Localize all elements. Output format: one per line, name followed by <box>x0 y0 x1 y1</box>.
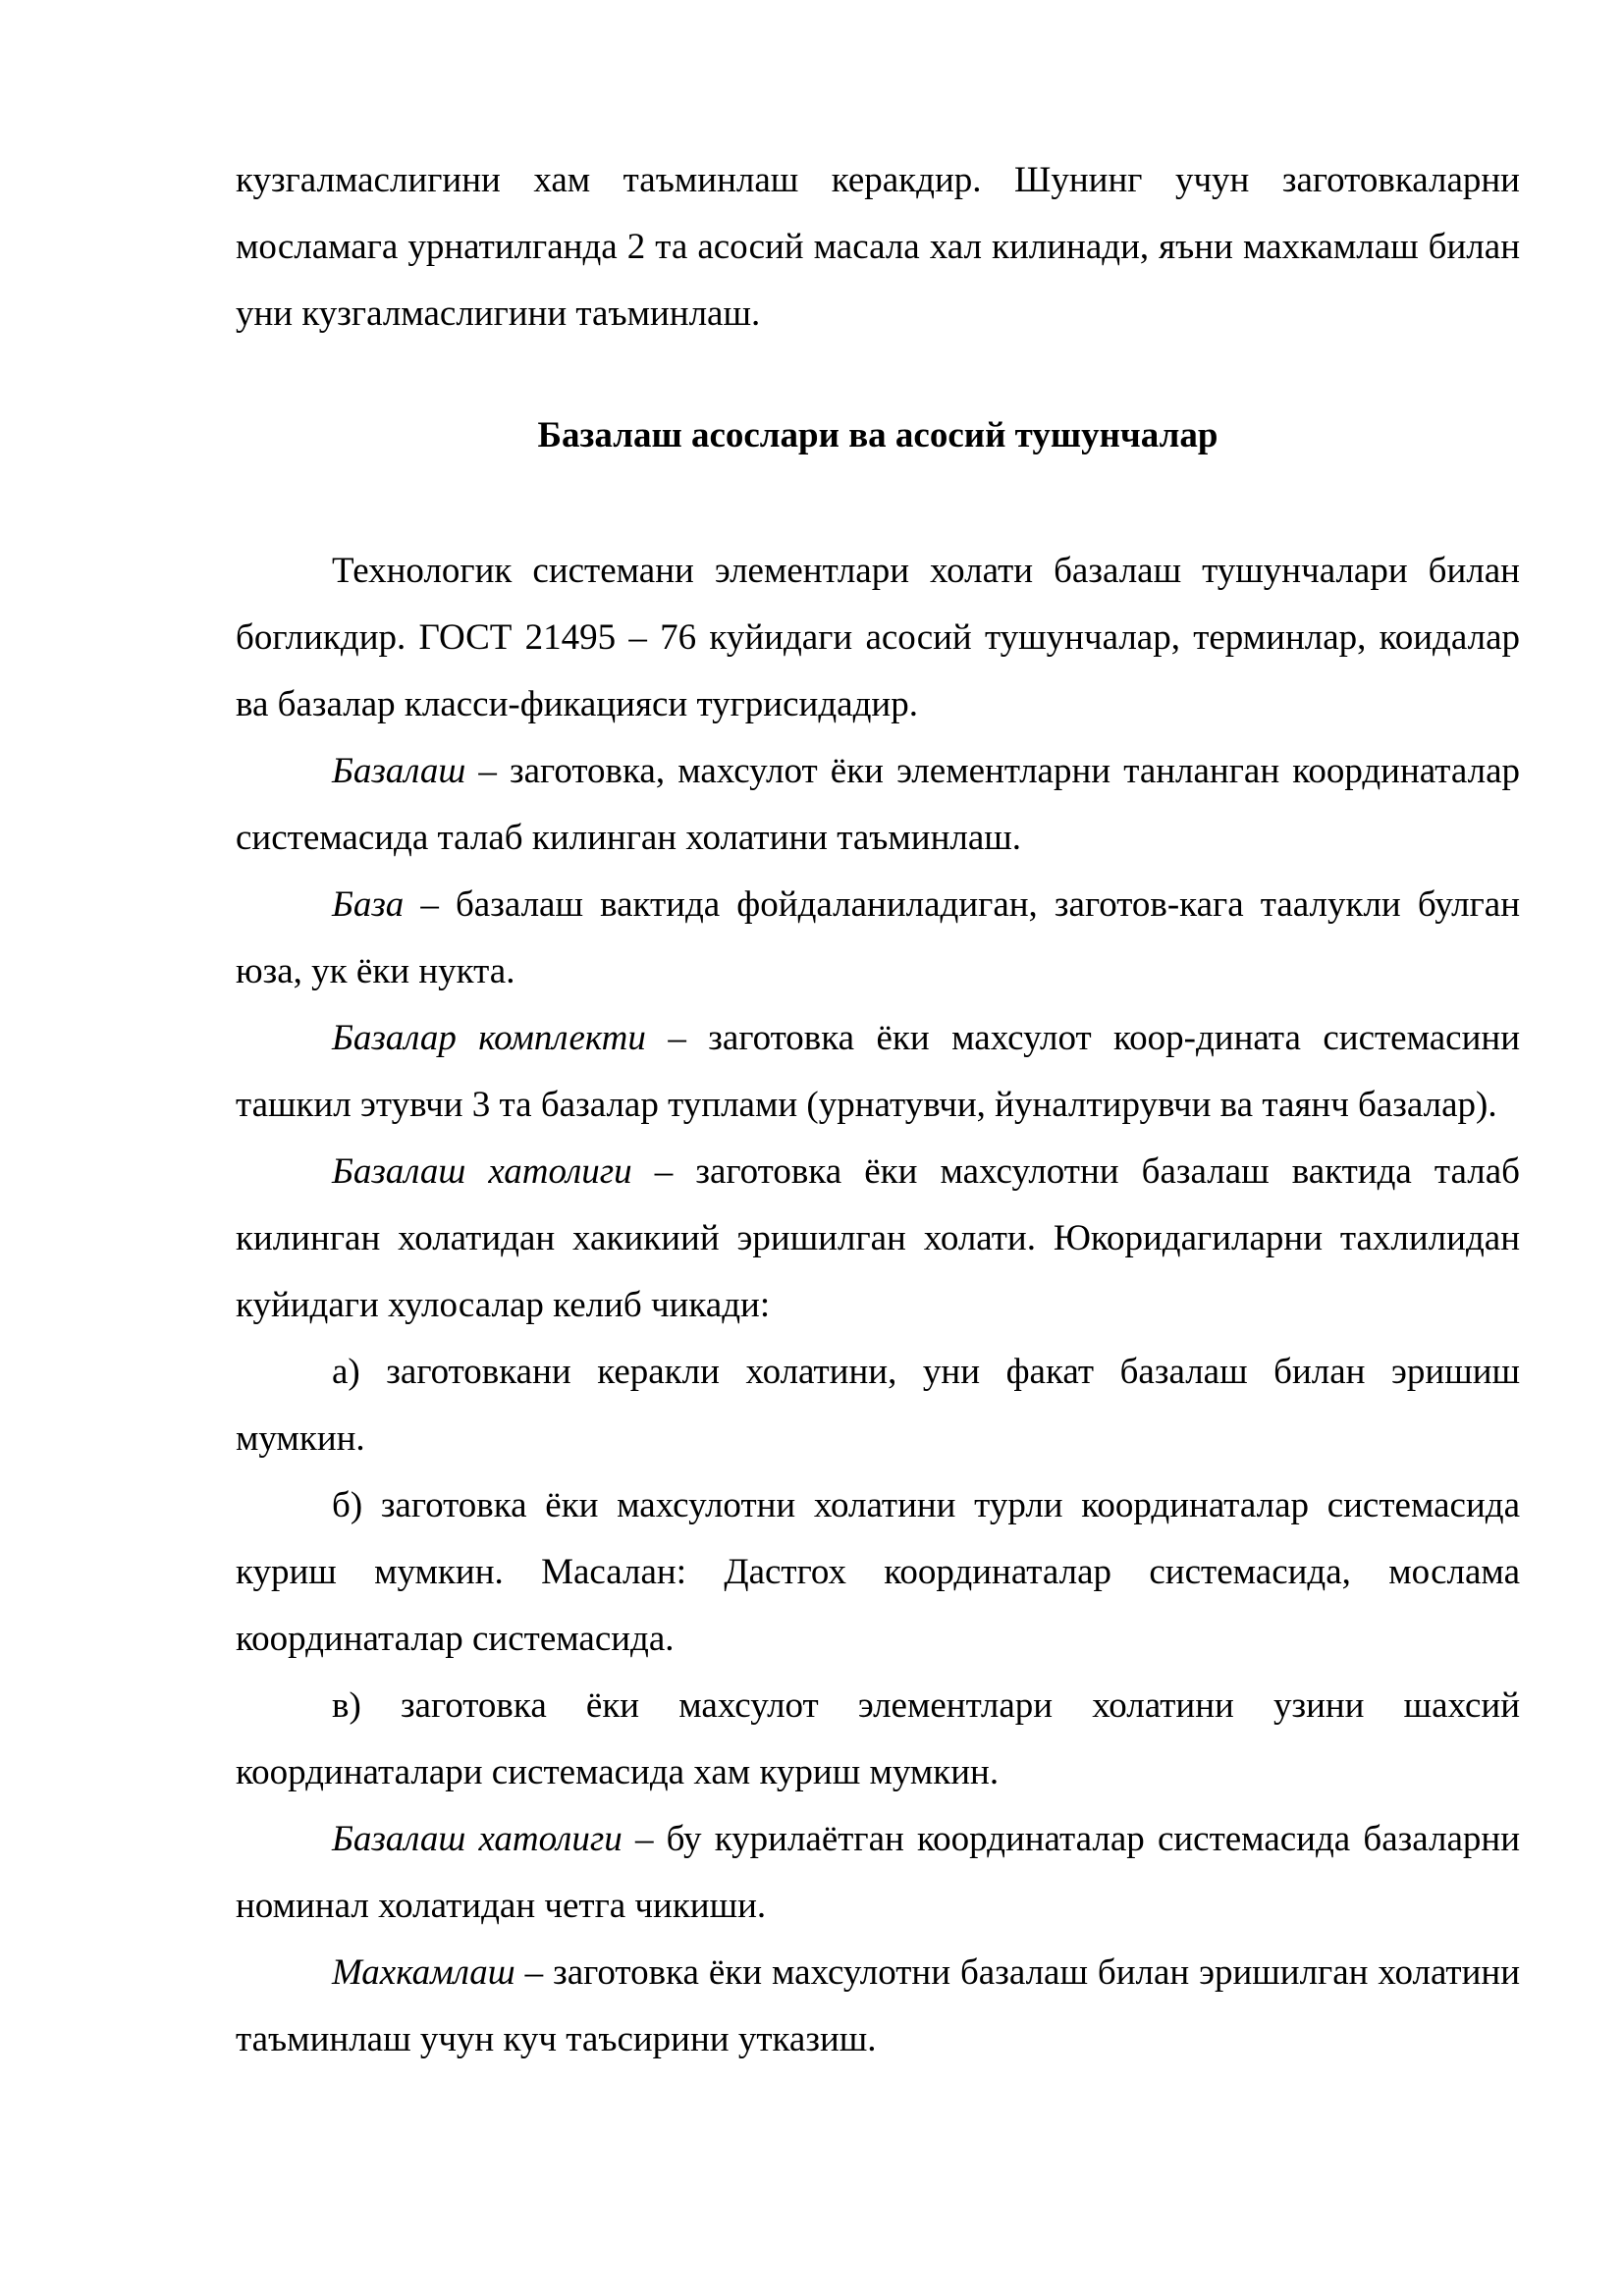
conclusion-a <box>236 1339 1520 1472</box>
definition-bazalash <box>236 738 1520 872</box>
definition-bazalash-hatoligi <box>236 1139 1520 1339</box>
definition-text: – бу курилаётган координаталар системасида базаларни номинал холатидан четга чикиши. <box>236 1819 1521 1926</box>
definition-term: Базалаш <box>332 751 466 791</box>
definition-term: Махкамлаш <box>332 1952 515 1993</box>
definition-baza <box>236 872 1520 1005</box>
section-heading: Базалаш асослари ва асосий тушунчалар <box>537 415 1218 455</box>
definition-text: – базалаш вактида фойдаланиладиган, заготов-кага таалукли булган юза, ук ёки нукта. <box>236 884 1520 991</box>
conclusion-text: в) заготовка ёки махсулот элементлари холатини узини шахсий координаталари системасида хам куриш мумкин. <box>236 1685 1520 1792</box>
definition-bazalar-komplekti <box>236 1005 1520 1139</box>
paragraph-text: Технологик системани элементлари холати базалаш тушунчалари билан богликдир. ГОСТ 21495 – 76 куйидаги асосий тушунчалар, терминлар, коидалар ва базалар класси-фикацияси тугрисидадир. <box>236 551 1520 724</box>
definition-text: – заготовка ёки махсулот коор-дината системасини ташкил этувчи 3 та базалар туплами (урнатувчи, йуналтирувчи ва таянч базалар). <box>236 1018 1520 1125</box>
text-block <box>236 147 1520 2073</box>
definition-term: Базалар комплекти <box>332 1018 646 1058</box>
definition-term: База <box>332 884 405 925</box>
conclusion-text: а) заготовкани керакли холатини, уни факат базалаш билан эришиш мумкин. <box>236 1352 1520 1459</box>
definition-text: – заготовка, махсулот ёки элементларни танланган координаталар системасида талаб килинган холатини таъминлаш. <box>236 751 1520 858</box>
definition-term: Базалаш хатолиги <box>332 1819 623 1859</box>
definition-text: – заготовка ёки махсулотни базалаш билан эришилган холатини таъминлаш учун куч таъсирини утказиш. <box>236 1952 1520 2059</box>
paragraph-gost <box>236 538 1520 738</box>
definition-mahkamlash <box>236 1940 1520 2073</box>
definition-text: – заготовка ёки махсулотни базалаш вактида талаб килинган холатидан хакикиий эришилган холати. Юкоридагиларни тахлилидан куйидаги хулосалар келиб чикади: <box>236 1151 1521 1325</box>
conclusion-v <box>236 1673 1520 1806</box>
definition-term: Базалаш хатолиги <box>332 1151 632 1192</box>
definition-bazalash-hatoligi-2 <box>236 1806 1520 1940</box>
conclusion-b <box>236 1472 1520 1673</box>
intro-paragraph: кузгалмаслигини хам таъминлаш керакдир. Шунинг учун заготовкаларни мосламага урнатилганда 2 та асосий масала хал килинади, яъни махкамлаш билан уни кузгалмаслигини таъминлаш. <box>236 160 1520 334</box>
conclusion-text: б) заготовка ёки махсулотни холатини турли координаталар системасида куриш мумкин. Масалан: Дастгох координаталар системасида, мослама координаталар системасида. <box>236 1485 1520 1659</box>
